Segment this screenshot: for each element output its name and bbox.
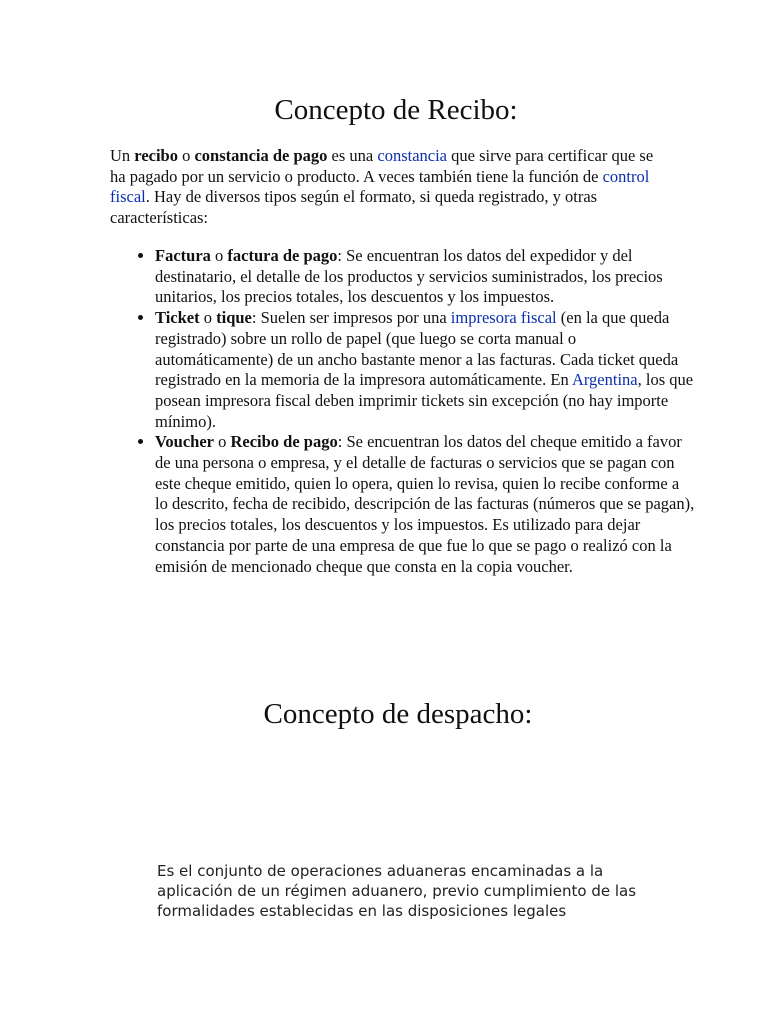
item-bold-term: factura de pago [227, 246, 338, 265]
item-bold-term: tique [216, 308, 252, 328]
intro-bold-constancia-de-pago: constancia de pago [194, 146, 328, 165]
item-text: : Suelen ser impresos por una [251, 308, 451, 328]
link-control-fiscal[interactable]: control fiscal [110, 166, 650, 207]
item-bold-term: Factura [155, 246, 211, 265]
item-bold-term: Recibo de pago [230, 432, 338, 452]
item-text: (en la que queda registrado) sobre un rollo de papel (que luego se corta manual o automáticamente) de un ancho bastante menor a las facturas. Cada ticket queda registrado en la memoria de la impresora automáticamente. En [155, 308, 679, 390]
item-text: : Se encuentran los datos del expedidor y del destinatario, el detalle de los productos y servicios suministrados, los precios unitarios, los precios totales, los descuentos y los impuestos. [155, 246, 663, 307]
intro-text: es una [327, 146, 378, 165]
item-text: , los que posean impresora fiscal deben imprimir tickets sin excepción (no hay importe mínimo). [155, 370, 694, 431]
link-argentina[interactable]: Argentina [571, 370, 638, 390]
intro-text: . Hay de diversos tipos según el formato, si queda registrado, y otras características: [110, 187, 598, 228]
section-title-despacho: Concepto de despacho: [263, 698, 533, 730]
intro-text: o [177, 146, 195, 165]
item-text: o [213, 432, 231, 452]
intro-bold-recibo: recibo [134, 146, 178, 165]
intro-text: que sirve para certificar que se ha pagado por un servicio o producto. A veces también tiene la función de [110, 146, 654, 186]
section-title-recibo: Concepto de Recibo: [274, 94, 518, 126]
list-item-factura [155, 246, 695, 308]
link-constancia[interactable]: constancia [377, 146, 448, 165]
list-item-ticket [155, 308, 695, 432]
item-bold-term: Ticket [155, 308, 200, 328]
item-text: : Se encuentran los datos del cheque emitido a favor de una persona o empresa, y el detalle de facturas o servicios que se pagan con este cheque emitido, quien lo opera, quien lo revisa, quien lo recibe conforme a lo descrito, fecha de recibido, descripción de las facturas (números que se pagan), los precios totales, los descuentos y los impuestos. Es utilizado para dejar constancia por parte de una empresa de que fue lo que se pago o realizó con la emisión de mencionado cheque que consta en la copia voucher. [155, 432, 695, 576]
intro-text: Un [110, 146, 135, 165]
intro-paragraph [110, 146, 670, 229]
despacho-paragraph: Es el conjunto de operaciones aduaneras encaminadas a la aplicación de un régimen aduanero, previo cumplimiento de las formalidades establecidas en las disposiciones legales [157, 862, 637, 920]
item-text: o [210, 246, 228, 265]
item-text: o [199, 308, 217, 328]
receipt-types-list [130, 246, 695, 577]
link-impresora-fiscal[interactable]: impresora fiscal [450, 308, 557, 328]
item-bold-term: Voucher [155, 432, 214, 452]
list-item-voucher [155, 432, 695, 577]
